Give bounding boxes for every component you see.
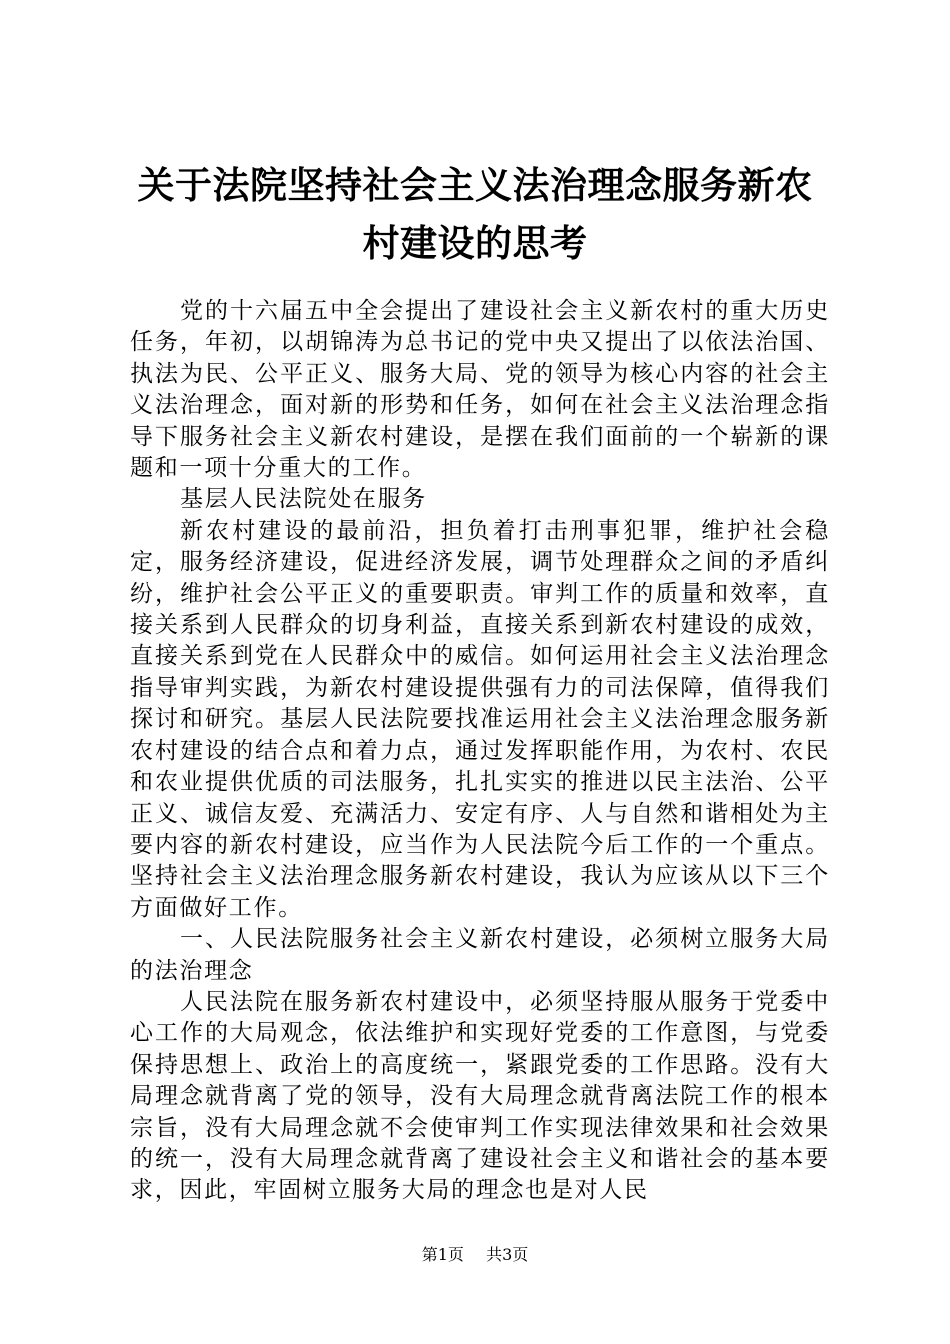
- paragraph-grassroots-courts: 新农村建设的最前沿，担负着打击刑事犯罪，维护社会稳定，服务经济建设，促进经济发展，调节处理群众之间的矛盾纠纷，维护社会公平正义的重要职责。审判工作的质量和效率，直接关系到人民群众的切身利益，直接关系到新农村建设的成效，直接关系到党在人民群众中的威信。如何运用社会主义法治理念指导审判实践，为新农村建设提供强有力的司法保障，值得我们探讨和研究。基层人民法院要找准运用社会主义法治理念服务新农村建设的结合点和着力点，通过发挥职能作用，为农村、农民和农业提供优质的司法服务，扎扎实实的推进以民主法治、公平正义、诚信友爱、充满活力、安定有序、人与自然和谐相处为主要内容的新农村建设，应当作为人民法院今后工作的一个重点。坚持社会主义法治理念服务新农村建设，我认为应该从以下三个方面做好工作。: [130, 517, 830, 921]
- paragraph-overall-situation: 人民法院在服务新农村建设中，必须坚持服从服务于党委中心工作的大局观念，依法维护和实现好党委的工作意图，与党委保持思想上、政治上的高度统一，紧跟党委的工作思路。没有大局理念就背离了党的领导，没有大局理念就背离法院工作的根本宗旨，没有大局理念就不会使审判工作实现法律效果和社会效果的统一，没有大局理念就背离了建设社会主义和谐社会的基本要求，因此，牢固树立服务大局的理念也是对人民: [130, 988, 830, 1204]
- page-total: 共3页: [486, 1245, 529, 1264]
- page-number: 第1页: [421, 1245, 464, 1264]
- paragraph-intro: 党的十六届五中全会提出了建设社会主义新农村的重大历史任务，年初，以胡锦涛为总书记的党中央又提出了以依法治国、执法为民、公平正义、服务大局、党的领导为核心内容的社会主义法治理念，面对新的形势和任务，如何在社会主义法治理念指导下服务社会主义新农村建设，是摆在我们面前的一个崭新的课题和一项十分重大的工作。: [130, 298, 830, 482]
- section-heading-1: 一、人民法院服务社会主义新农村建设，必须树立服务大局的法治理念: [130, 926, 830, 984]
- document-body: [130, 296, 830, 1207]
- paragraph-fragment: 基层人民法院处在服务: [180, 486, 427, 513]
- page-footer: [0, 1244, 950, 1266]
- document-title: 关于法院坚持社会主义法治理念服务新农村建设的思考: [137, 163, 813, 265]
